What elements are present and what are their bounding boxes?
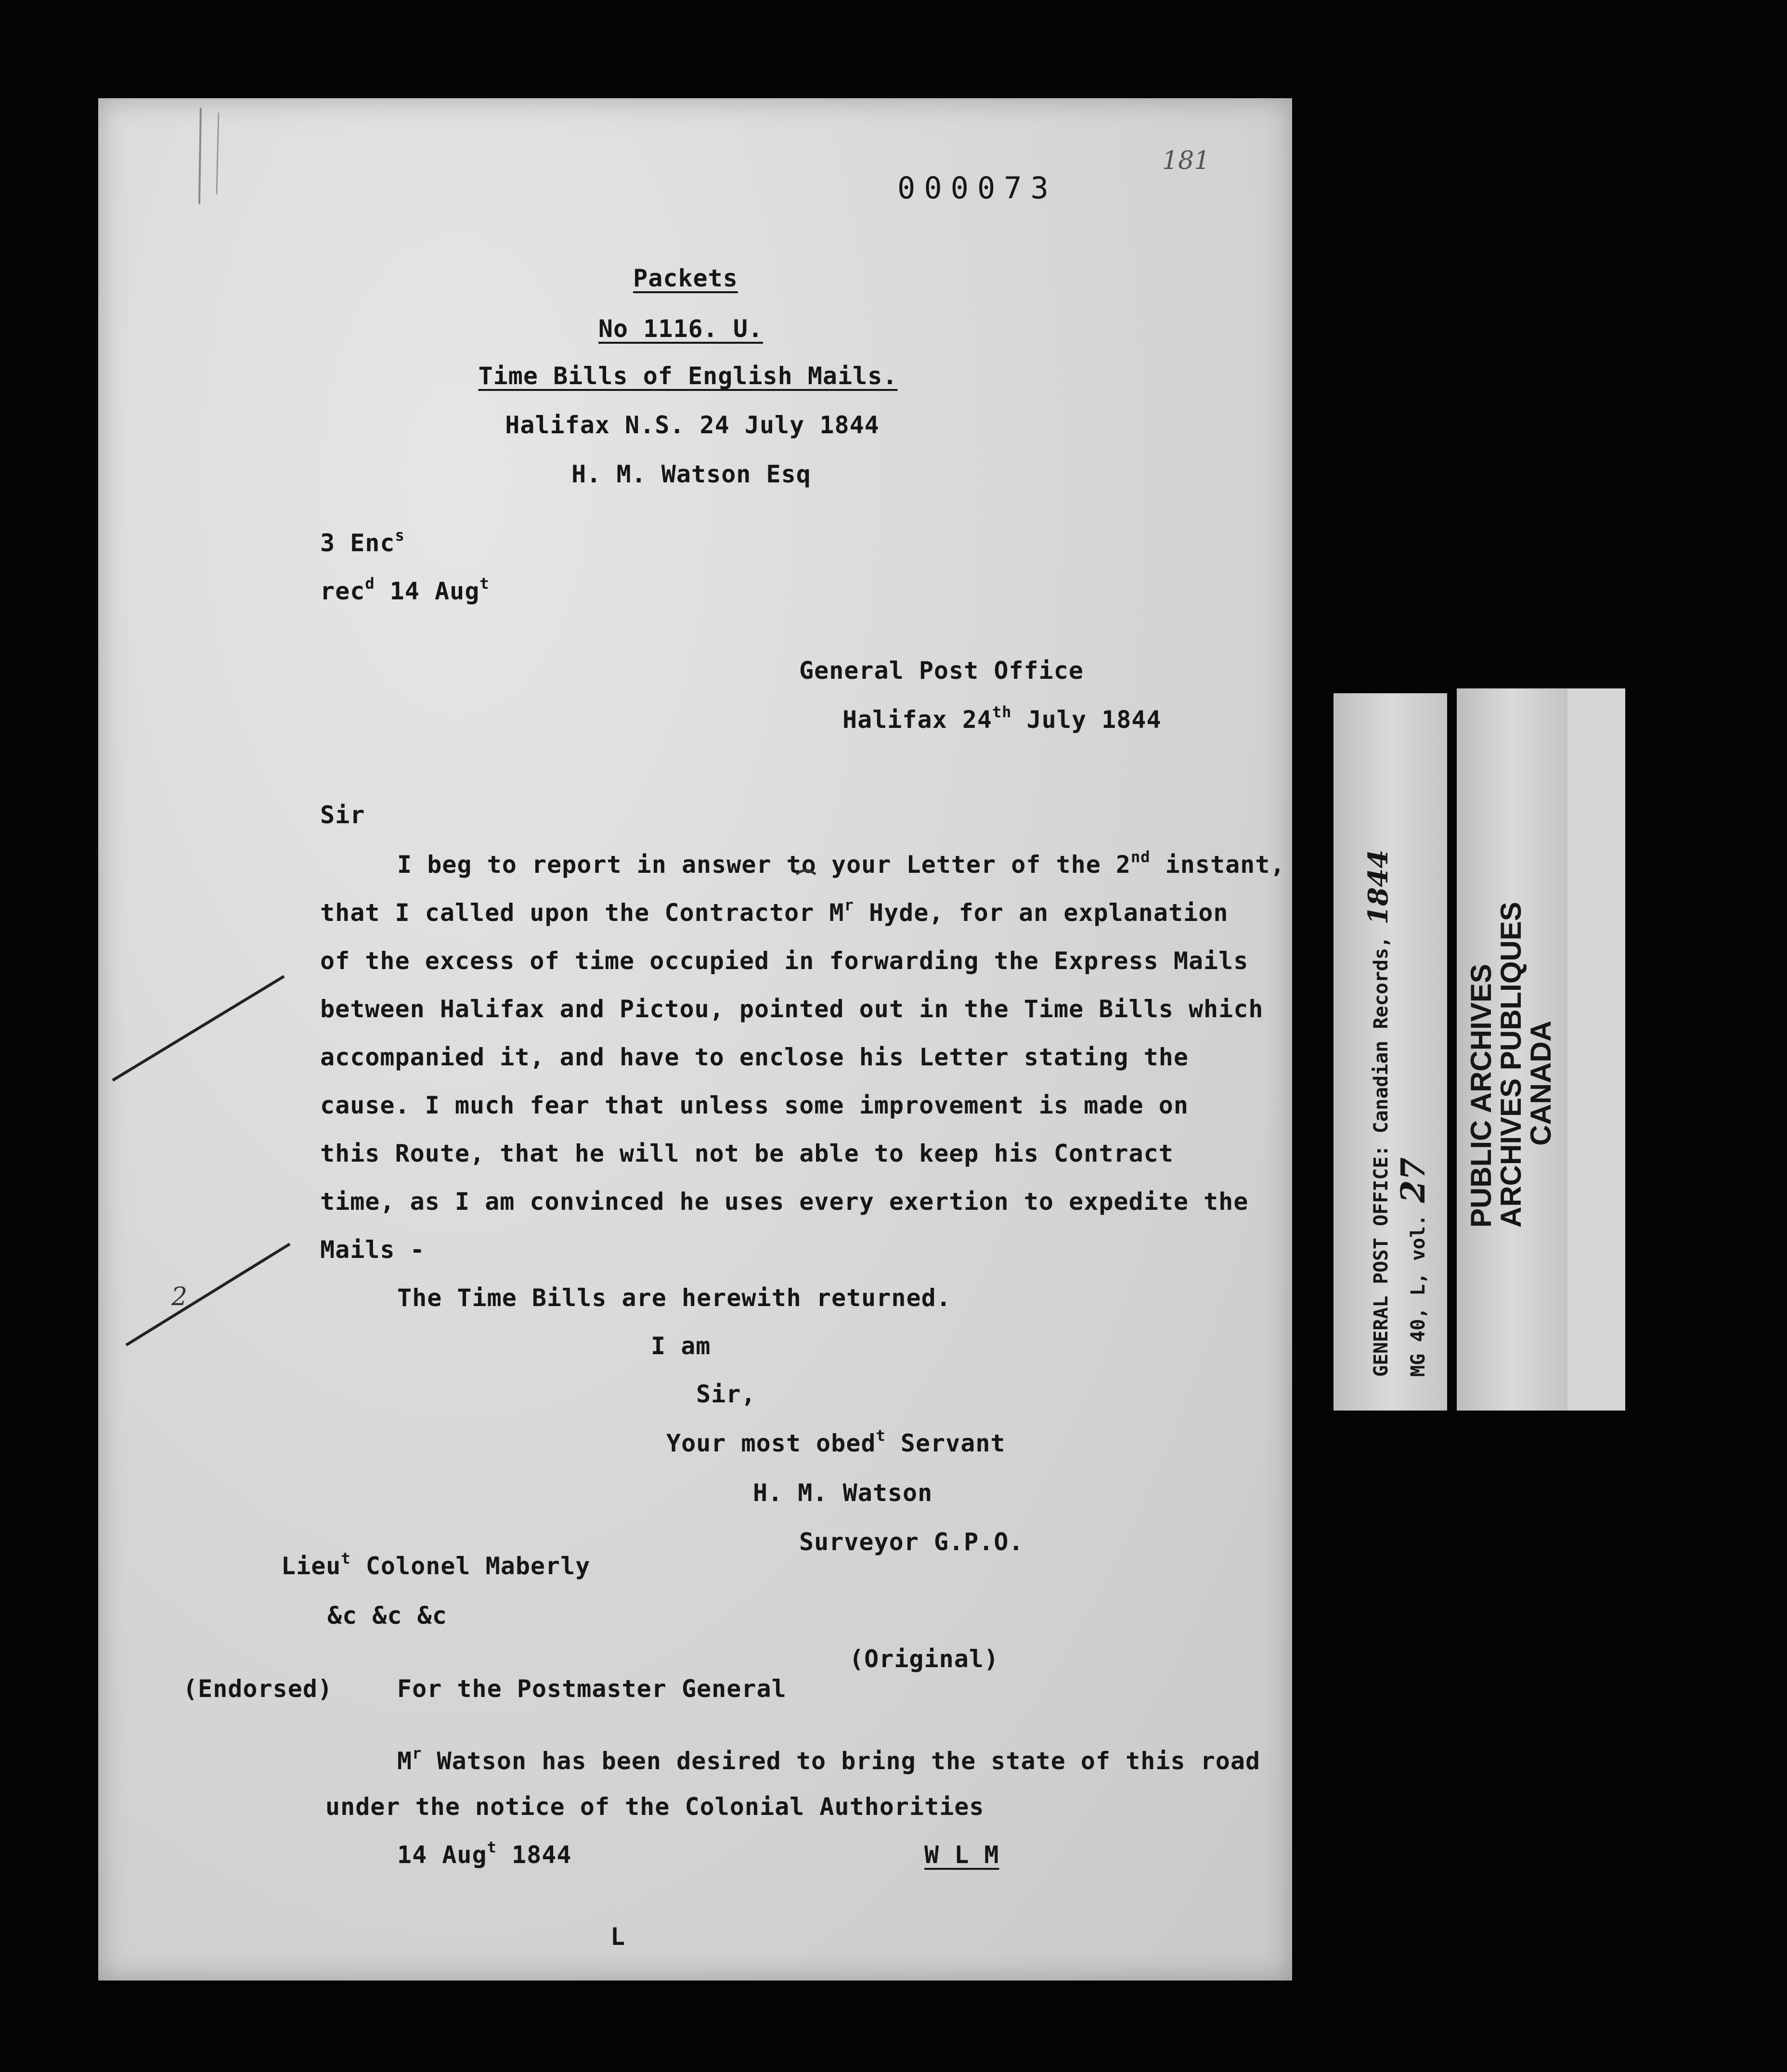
margin-stroke-1 — [113, 976, 284, 1080]
original-mark: (Original) — [849, 1645, 999, 1673]
archive-record-line: GENERAL POST OFFICE: Canadian Records, 1844 — [1362, 849, 1394, 1377]
archive-strip-label — [1334, 693, 1447, 1411]
closing-i-am: I am — [651, 1332, 711, 1360]
pencil-note: 181 — [1162, 146, 1210, 175]
header-subject: Packets — [633, 264, 738, 292]
scan-mark-2 — [217, 113, 219, 194]
footer-letter: L — [610, 1923, 626, 1951]
caret-mark — [796, 870, 816, 874]
endorsement-initials: W L M — [924, 1841, 999, 1869]
address-line-2: Halifax 24th July 1844 — [842, 703, 1162, 734]
closing-title: Surveyor G.P.O. — [799, 1528, 1024, 1556]
recipient-line-1: Lieu$^t$ Colonel Maberly — [281, 1549, 591, 1580]
document-page — [98, 98, 1292, 1981]
endorsement-date: 14 Aug$^t$ 1844 — [397, 1838, 572, 1869]
archive-strip-brand — [1457, 688, 1567, 1411]
margin-stroke-2 — [126, 1244, 290, 1345]
recipient-line-2: &c &c &c — [327, 1602, 447, 1630]
brand-line-2: ARCHIVES PUBLIQUES — [1495, 902, 1527, 1228]
body-line-6: cause. I much fear that unless some improvement is made on — [320, 1091, 1189, 1119]
header-place-date: Halifax N.S. 24 July 1844 — [505, 411, 880, 439]
body-line-8: time, as I am convinced he uses every exertion to expedite the — [320, 1188, 1249, 1216]
endorsed-label: (Endorsed) — [183, 1675, 333, 1703]
salutation: Sir — [320, 801, 365, 829]
endorsement-line-2: $M^r$ Watson has been desired to bring the state of this road — [397, 1744, 1261, 1775]
closing-sir: Sir, — [696, 1380, 756, 1408]
header-title: Time Bills of English Mails. — [478, 362, 898, 390]
received-note: rec$^d$ 14 Aug$^t$ — [320, 574, 490, 605]
enclosures-note: 3 Enc$^s$ — [320, 526, 405, 557]
closing-servant: Your most obed$^t$ Servant — [666, 1426, 1006, 1457]
scan-mark-1 — [199, 108, 201, 204]
pen-marks — [98, 98, 1292, 1981]
closing-name: H. M. Watson — [753, 1479, 933, 1507]
stamp-number: 000073 — [897, 170, 1057, 206]
address-line-1: General Post Office — [799, 657, 1084, 685]
brand-line-1: PUBLIC ARCHIVES — [1465, 964, 1497, 1228]
archive-volume-line: MG 40, L, vol. 27 — [1394, 1157, 1433, 1377]
endorsement-line-1: For the Postmaster General — [397, 1675, 787, 1703]
body-line-9: Mails - — [320, 1236, 425, 1264]
body-line-4: between Halifax and Pictou, pointed out in the Time Bills which — [320, 995, 1264, 1023]
archive-brand — [1466, 902, 1556, 1228]
body-line-5: accompanied it, and have to enclose his Letter stating the — [320, 1043, 1189, 1071]
body-line-2: that I called upon the Contractor $M^r$ Hyde, for an explanation — [320, 896, 1229, 927]
body-line-10: The Time Bills are herewith returned. — [397, 1284, 951, 1312]
archive-strip-edge — [1567, 688, 1625, 1411]
endorsement-line-3: under the notice of the Colonial Authorities — [325, 1793, 984, 1821]
header-number: No 1116. U. — [598, 315, 764, 343]
body-line-1: I beg to report in answer to your Letter of the 2nd instant, — [397, 848, 1285, 879]
brand-line-3: CANADA — [1525, 1021, 1557, 1146]
strip-gap — [1447, 684, 1457, 1415]
margin-mark: 2 — [171, 1282, 188, 1311]
header-from: H. M. Watson Esq — [571, 460, 811, 488]
body-line-7: this Route, that he will not be able to keep his Contract — [320, 1140, 1174, 1167]
body-line-3: of the excess of time occupied in forwarding the Express Mails — [320, 947, 1249, 975]
